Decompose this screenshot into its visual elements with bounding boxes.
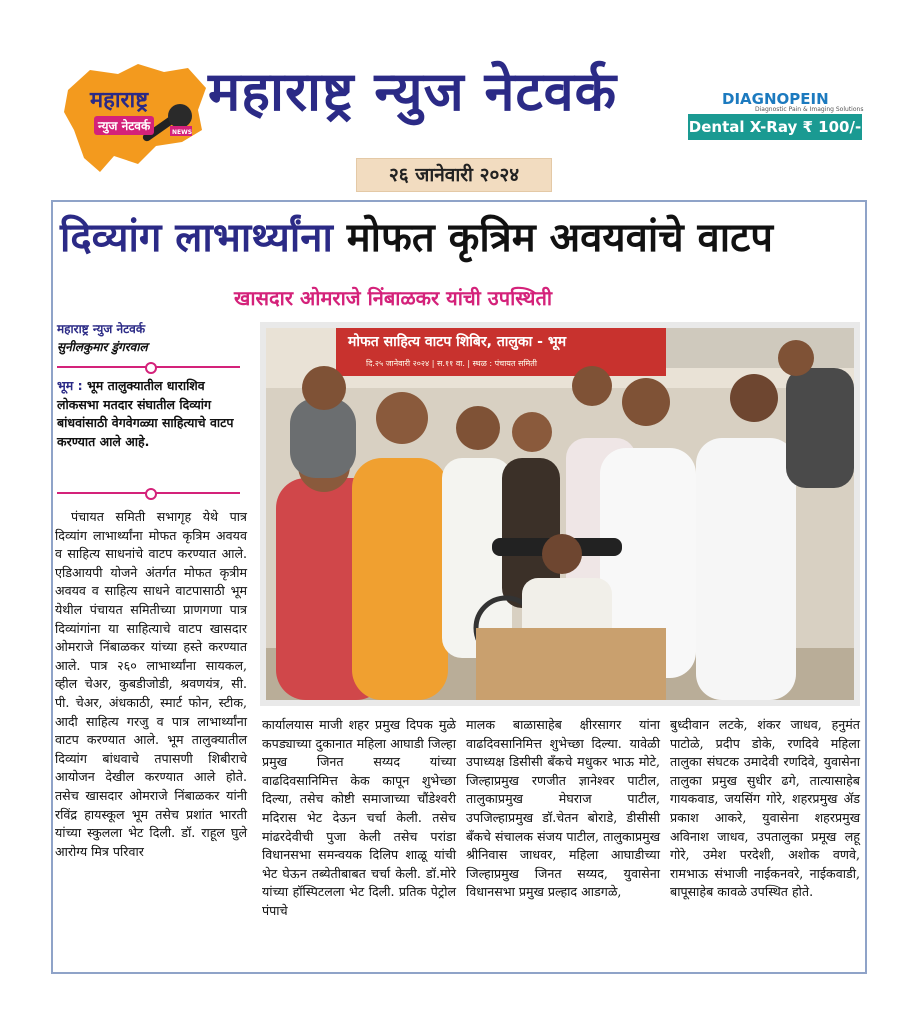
- article-column-1: पंचायत समिती सभागृह येथे पात्र दिव्यांग लाभार्थ्यांना मोफत कृत्रिम अवयव व साहित्य साधनांचे वाटप करण्यात आले. एडिआयपी योजने अंतर्गत मोफत कृत्रीम अवयव व साहित्य साधने वाटपासाठी भूम येथील पंचायत समितीच्या प्राणगणा पात्र दिव्यांगांना या साहित्याचे वाटप खासदार ओमराजे निंबाळकर यांच्या हस्ते करण्यात आले. पात्र २६० लाभार्थ्यांना सायकल, व्हील चेअर, कुबडीजोडी, श्रवणयंत्र, सी. पी. चेअर, अंधकाठी, स्मार्ट फोन, स्टीक, आदी साहित्य गरजु व पात्र लाभार्थ्यांना वाटप करण्यात आले. भूम तालुक्यातील दिव्यांग बांधवाचे तपासणी शिबीराचे आयोजन देखील करण्यात आले होते. तसेच खासदार ओमराजे निंबाळकर यांनी रविंद्र हायस्कूल भूम तसेच प्रशांत भारती यांच्या स्कुलला भेट दिली. डॉ. राहूल घुले आरोग्य मित्र परिवार: [55, 509, 247, 859]
- ad-offer-banner[interactable]: Dental X-Ray ₹ 100/-: [688, 114, 862, 140]
- headline-part-2: मोफत कृत्रिम अवयवांचे वाटप: [346, 215, 774, 261]
- ad-tagline: Diagnostic Pain & Imaging Solutions: [755, 106, 864, 113]
- ad-brand-name: DIAGNOPEIN: [722, 90, 829, 108]
- byline-reporter: सुनीलकुमार डुंगरवाल: [57, 340, 148, 354]
- photo-illustration: [266, 328, 854, 700]
- maharashtra-map-logo: [60, 60, 210, 180]
- article-subheadline: खासदार ओमराजे निंबाळकर यांची उपस्थिती: [234, 286, 553, 310]
- dateline-place: भूम :: [57, 378, 83, 393]
- headline-part-1: दिव्यांग लाभार्थ्यांना: [60, 215, 333, 261]
- article-column-2: कार्यालयास माजी शहर प्रमुख दिपक मुळे कपड्याच्या दुकानात महिला आघाडी जिल्हा प्रमुख जिनत सय्यद यांच्या वाढदिवसानिमित्त केक कापून शुभेच्छा दिल्या, तसेच कोष्टी समाजाच्या चौंडेश्वरी मदिरास भेट देऊन चर्चा केली. तसेच मांढरदेवीची पुजा केली तसेच परांडा विधानसभा समन्वयक दिलिप शाळू यांची भेट घेऊन तब्येतीबाबत चर्चा केली. डॉ.मोरे यांच्या हॉस्पिटलला भेट दिली. प्रतिक पेट्रोल पंपाचे: [262, 717, 456, 918]
- divider-top: [57, 366, 240, 368]
- event-photo: [260, 322, 860, 706]
- divider-bottom: [57, 492, 240, 494]
- intro-text: भूम तालुक्यातील धाराशिव लोकसभा मतदार संघातील दिव्यांग बांधवांसाठी वेगवेगळ्या साहित्याचे वाटप करण्यात आले आहे.: [57, 378, 234, 449]
- banner-subtitle: दि.२५ जानेवारी २०२४ | स.११ वा. | स्थळ : पंचायत समिती: [366, 359, 537, 368]
- newspaper-name: महाराष्ट्र न्युज नेटवर्क: [208, 60, 618, 123]
- masthead: [0, 0, 918, 200]
- logo-subtitle: न्युज नेटवर्क: [94, 116, 154, 135]
- logo-title: महाराष्ट्र: [90, 88, 149, 113]
- article-headline: [60, 214, 860, 262]
- article-intro: [57, 377, 243, 451]
- svg-text:NEWS: NEWS: [172, 129, 193, 136]
- article-column-3: मालक बाळासाहेब क्षीरसागर यांना वाढदिवसानिमित्त शुभेच्छा दिल्या. यावेळी उपाध्यक्ष डिसीसी बँकचे मधुकर भाऊ मोटे, जिल्हाप्रमुख रणजीत ज्ञानेश्वर पाटील, तालुकाप्रमुख मेघराज पाटील, उपजिल्हाप्रमुख डॉ.चेतन बोराडे, डीसीसी बँकचे संचालक संजय पाटील, तालुकाप्रमुख श्रीनिवास जाधवर, महिला आघाडीच्या जिल्हाप्रमुख जिनत सय्यद, युवासेना विधानसभा प्रमुख प्रल्हाद आडगळे,: [466, 717, 660, 900]
- byline-organization: महाराष्ट्र न्युज नेटवर्क: [57, 322, 146, 336]
- banner-title: मोफत साहित्य वाटप शिबिर, तालुका - भूम: [348, 334, 567, 350]
- edition-date: २६ जानेवारी २०२४: [356, 158, 552, 192]
- article-column-4: बुध्दीवान लटके, शंकर जाधव, हनुमंत पाटोळे, प्रदीप डोके, रणदिवे महिला तालुका संघटक उमादेवी रणदिवे, युवासेना तालुका प्रमुख सुधीर ढगे, तात्यासाहेब गायकवाड, जयसिंग गोरे, शहरप्रमुख ॲड प्रकाश आकरे, युवासेना शहरप्रमुख अविनाश जाधव, उपतालुका प्रमूख लहू गोरे, उमेश परदेशी, अशोक वणवे, रामभाऊ संभाजी नाईकनवरे, नाईकवाडी, बापूसाहेब कावळे उपस्थित होते.: [670, 717, 860, 900]
